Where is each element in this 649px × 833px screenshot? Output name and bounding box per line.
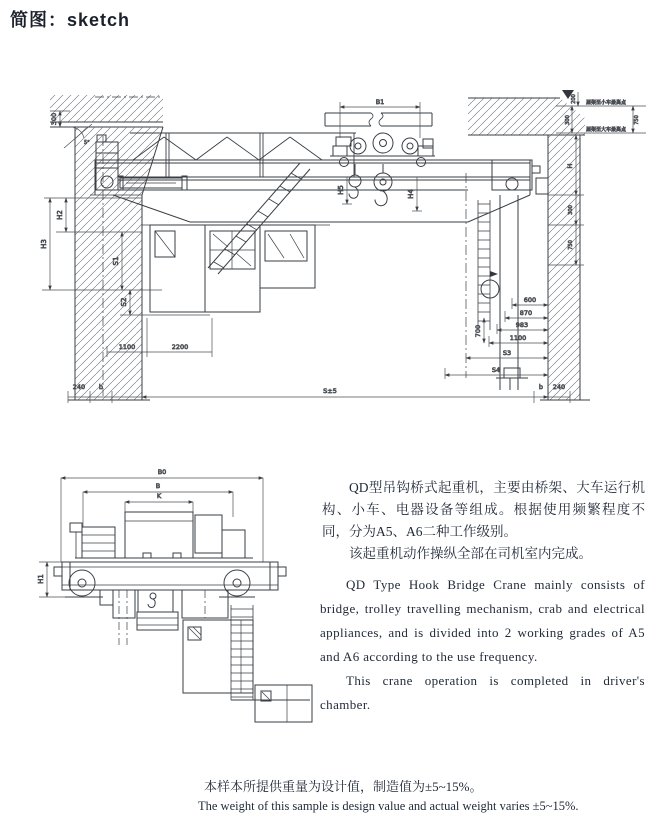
dim-slope-label: 5° [84, 140, 90, 146]
dim-h4-label: H4 [407, 189, 415, 199]
weight-footnote-en: The weight of this sample is design value and actual weight varies ±5~15%. [198, 799, 579, 813]
dim-k-label: K [156, 492, 162, 500]
dim-h-label: H [566, 163, 574, 169]
dim-r750-label: 750 [568, 240, 574, 250]
dim-700-label: 700 [474, 324, 482, 338]
side-bridge [54, 562, 286, 597]
weight-footnote [198, 776, 618, 814]
dim-200-label: 200 [571, 94, 577, 104]
dim-b1-label: B1 [375, 98, 385, 106]
weight-footnote-zh: 本样本所提供重量为设计值，制造值为±5~15%。 [204, 779, 483, 794]
dims-right-stack [445, 296, 548, 379]
main-elevation-drawing [0, 78, 649, 428]
clearance-note-bottom: 屋架至大车最高点 [586, 127, 627, 133]
dim-h5-label: H5 [337, 185, 345, 195]
dim-983-label: 983 [515, 321, 529, 329]
description-en [320, 573, 645, 717]
dim-span-label: S±5 [323, 387, 337, 395]
description-zh-para1: QD型吊钩桥式起重机，主要由桥架、大车运行机构、小车、电器设备等组成。根据使用频繁程度不同，分为A5、A6二种工作级别。 [322, 480, 645, 539]
dim-right240-label: 240 [552, 383, 566, 391]
description-zh-para2: 该起重机动作操纵全部在司机室内完成。 [349, 546, 592, 561]
wall-ladder [478, 200, 490, 330]
description-en-para2: This crane operation is completed in driver's chamber. [320, 673, 645, 712]
hooks [349, 164, 392, 206]
dim-s3-label: S3 [502, 349, 512, 357]
side-ladder [231, 605, 253, 700]
side-trolley [70, 512, 253, 562]
page-title: 简图：sketch [10, 10, 131, 30]
side-underbridge [100, 590, 312, 722]
description-en-para1: QD Type Hook Bridge Crane mainly consists of bridge, trolley travelling mechanism, crab and electrical appliances, and is divided into 2 working grades of A5 and A6 according to the use frequency. [320, 577, 645, 664]
side-cab [183, 620, 253, 693]
dim-roof300-label: 300 [50, 112, 58, 126]
dims-top [340, 98, 420, 138]
railing-braces [133, 133, 354, 177]
trolley [325, 113, 435, 167]
dim-2200-label: 2200 [171, 343, 189, 351]
dim-leftb-label: b [98, 383, 104, 391]
main-hook [375, 191, 387, 206]
dim-rightb-label: b [538, 383, 544, 391]
dim-750-label: 750 [634, 115, 640, 125]
dim-s1-label: S1 [112, 256, 120, 266]
description-zh [322, 477, 645, 565]
dim-left240-label: 240 [72, 383, 86, 391]
dim-1100-label: 1100 [118, 343, 136, 351]
roof-beam-break [325, 113, 432, 126]
dim-300-label: 300 [565, 115, 571, 125]
dim-h1-label: H1 [37, 574, 45, 584]
side-hook [148, 599, 155, 608]
dim-h2-label: H2 [56, 210, 64, 220]
side-view-drawing [25, 455, 325, 745]
dim-b-label: B [155, 482, 161, 490]
dim-s2-label: S2 [120, 297, 128, 307]
dim-1100b-label: 1100 [509, 334, 527, 342]
dim-r300-label: 300 [568, 205, 574, 215]
dim-b0-label: B0 [157, 468, 167, 476]
drivers-cab [142, 225, 330, 312]
clearance-note-top: 屋架至小车最高点 [586, 100, 627, 106]
aux-hook [349, 187, 358, 198]
runway-wheel-left [69, 570, 95, 596]
dim-s4-label: S4 [491, 366, 501, 374]
dim-h3-label: H3 [40, 239, 48, 249]
dim-600-label: 600 [523, 296, 537, 304]
dim-870-label: 870 [519, 309, 533, 317]
